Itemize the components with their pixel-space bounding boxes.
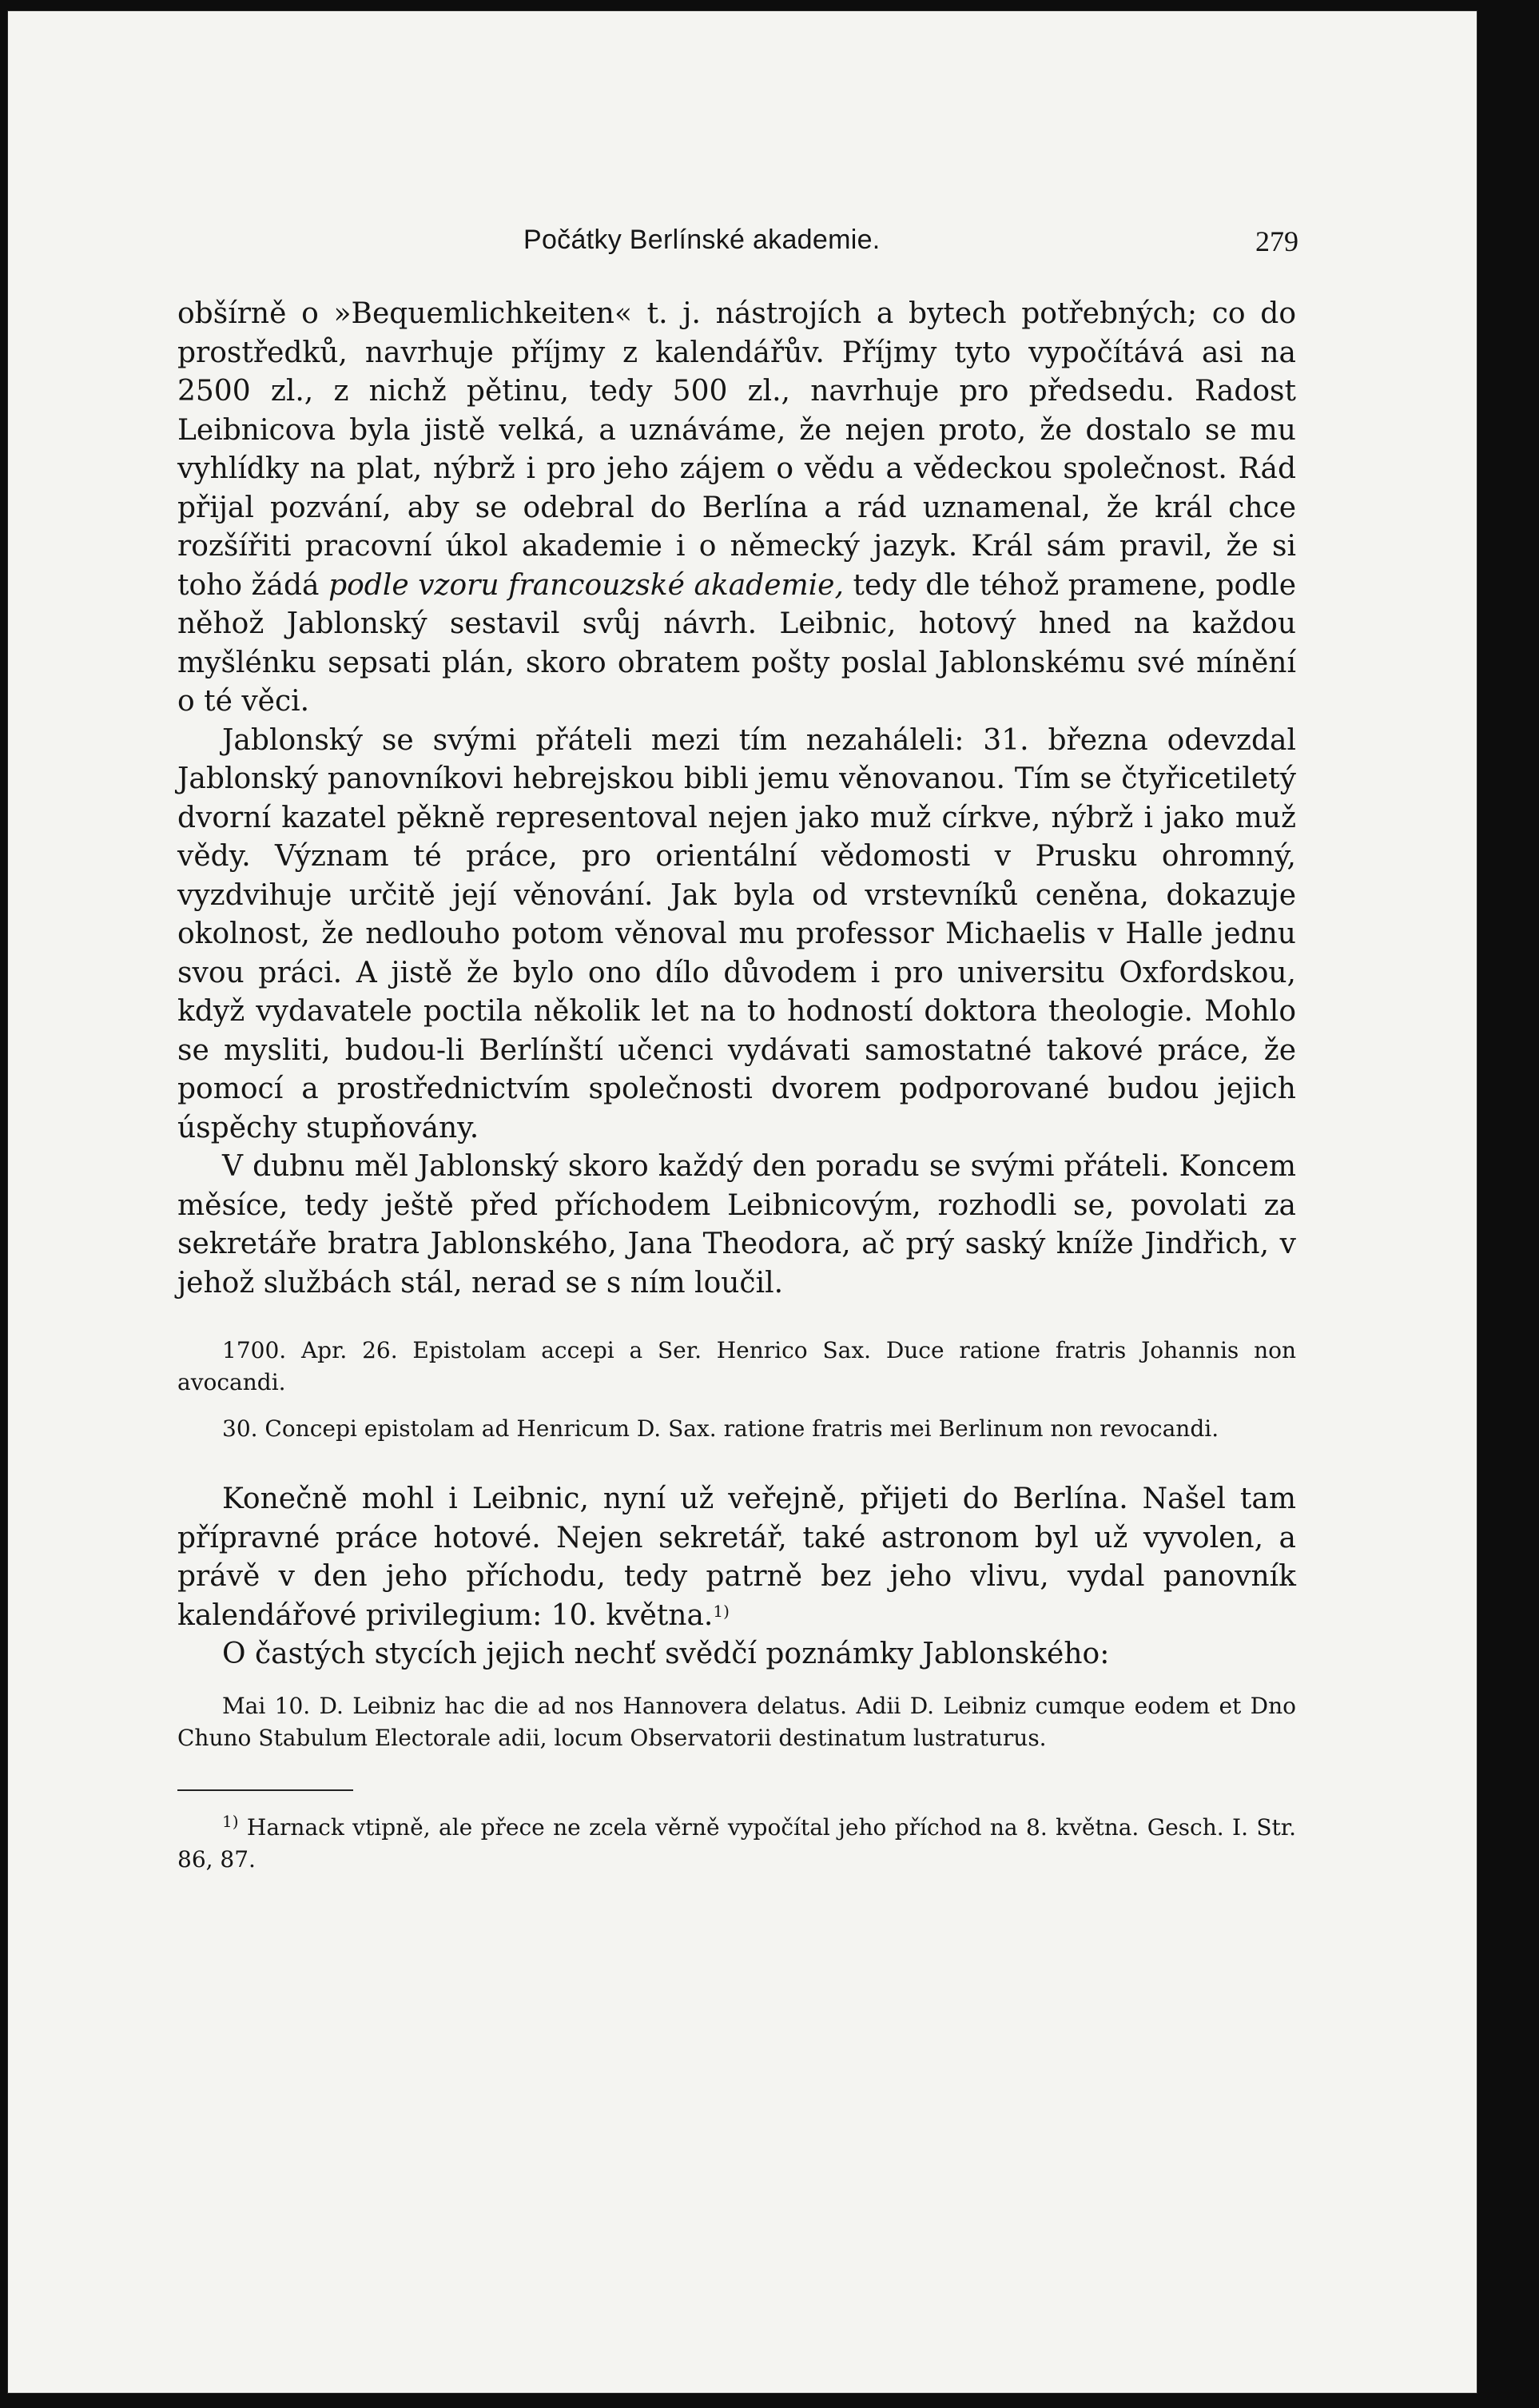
paragraph-3: V dubnu měl Jablonský skoro každý den poradu se svými přáteli. Koncem měsíce, tedy ještě před příchodem Leibnicovým, rozhodli se, povolati za sekretáře bratra Jablonského, Jana Theodora, ač prý saský kníže Jindřich, v jehož službách stál, nerad se s ním loučil. (177, 1150, 1296, 1300)
paragraph-1-tail: tedy dle téhož pramene, podle něhož Jablonský sestavil svůj návrh. Leibnic, hotový hned na každou myšlénku sepsati plán, skoro obratem pošty poslal Jablonskému své mínění o té věci. (177, 568, 1296, 718)
footnote-text: Harnack vtipně, ale přece ne zcela věrně vypočítal jeho příchod na 8. května. Gesch. I. Str. 86, 87. (177, 1813, 1296, 1873)
paragraph-5: O častých stycích jejich nechť svědčí poznámky Jablonského: (222, 1638, 1110, 1670)
running-title: Počátky Berlínské akademie. (523, 225, 881, 255)
footnote (177, 1812, 1296, 1876)
paragraph-1 (177, 295, 1296, 722)
footnote-divider (177, 1789, 353, 1791)
footnote-marker: 1) (222, 1811, 239, 1831)
diary-quote-2: 30. Concepi epistolam ad Henricum D. Sax. ratione fratris mei Berlinum non revocandi. (222, 1415, 1219, 1442)
book-page (8, 11, 1477, 2393)
paragraph-4 (177, 1480, 1296, 1635)
diary-quote-3: Mai 10. D. Leibniz hac die ad nos Hannovera delatus. Adii D. Leibniz cumque eodem et Dno Chuno Stabulum Electorale adii, locum Observatorii destinatum lustraturus. (177, 1692, 1296, 1751)
paragraph-2: Jablonský se svými přáteli mezi tím nezaháleli: 31. března odevzdal Jablonský panovníkovi hebrejskou bibli jemu věnovanou. Tím se čtyřicetiletý dvorní kazatel pěkně representoval nejen jako muž církve, nýbrž i jako muž vědy. Význam té práce, pro orientální vědomosti v Prusku ohromný, vyzdvihuje určitě její věnování. Jak byla od vrstevníků ceněna, dokazuje okolnost, že nedlouho potom věnoval mu professor Michaelis v Halle jednu svou práci. A jistě že bylo ono dílo důvodem i pro universitu Oxfordskou, když vydavatele poctila několik let na to hodností doktora theologie. Mohlo se mysliti, budou-li Berlínští učenci vydávati samostatné takové práce, že pomocí a prostřednictvím společnosti dvorem podporované budou jejich úspěchy stupňovány. (177, 723, 1296, 1144)
paragraph-1-text: obšírně o »Bequemlichkeiten« t. j. nástrojích a bytech potřebných; co do prostředků, navrhuje příjmy z kalendářův. Příjmy tyto vypočítává asi na 2500 zl., z nichž pětinu, tedy 500 zl., navrhuje pro předsedu. Radost Leibnicova byla jistě velká, a uznáváme, že nejen proto, že dostalo se mu vyhlídky na plat, nýbrž i pro jeho zájem o vědu a vědeckou společnost. Rád přijal pozvání, aby se odebral do Berlína a rád uznamenal, že král chce rozšířiti pracovní úkol akademie i o německý jazyk. Král sám pravil, že si toho žádá (177, 297, 1296, 602)
page-number: 279 (1255, 225, 1298, 257)
footnote-reference[interactable]: 1) (713, 1601, 730, 1621)
diary-quote-1: 1700. Apr. 26. Epistolam accepi a Ser. Henrico Sax. Duce ratione fratris Johannis non avocandi. (177, 1337, 1296, 1395)
paragraph-4-text: Konečně mohl i Leibnic, nyní už veřejně, přijeti do Berlína. Našel tam přípravné práce hotové. Nejen sekretář, také astronom byl už vyvolen, a právě v den jeho příchodu, tedy patrně bez jeho vlivu, vydal panovník kalendářové privilegium: 10. května. (177, 1483, 1296, 1632)
paragraph-1-italic: podle vzoru francouzské akademie, (328, 568, 844, 602)
running-header (172, 215, 1298, 263)
main-text (177, 295, 1296, 1876)
